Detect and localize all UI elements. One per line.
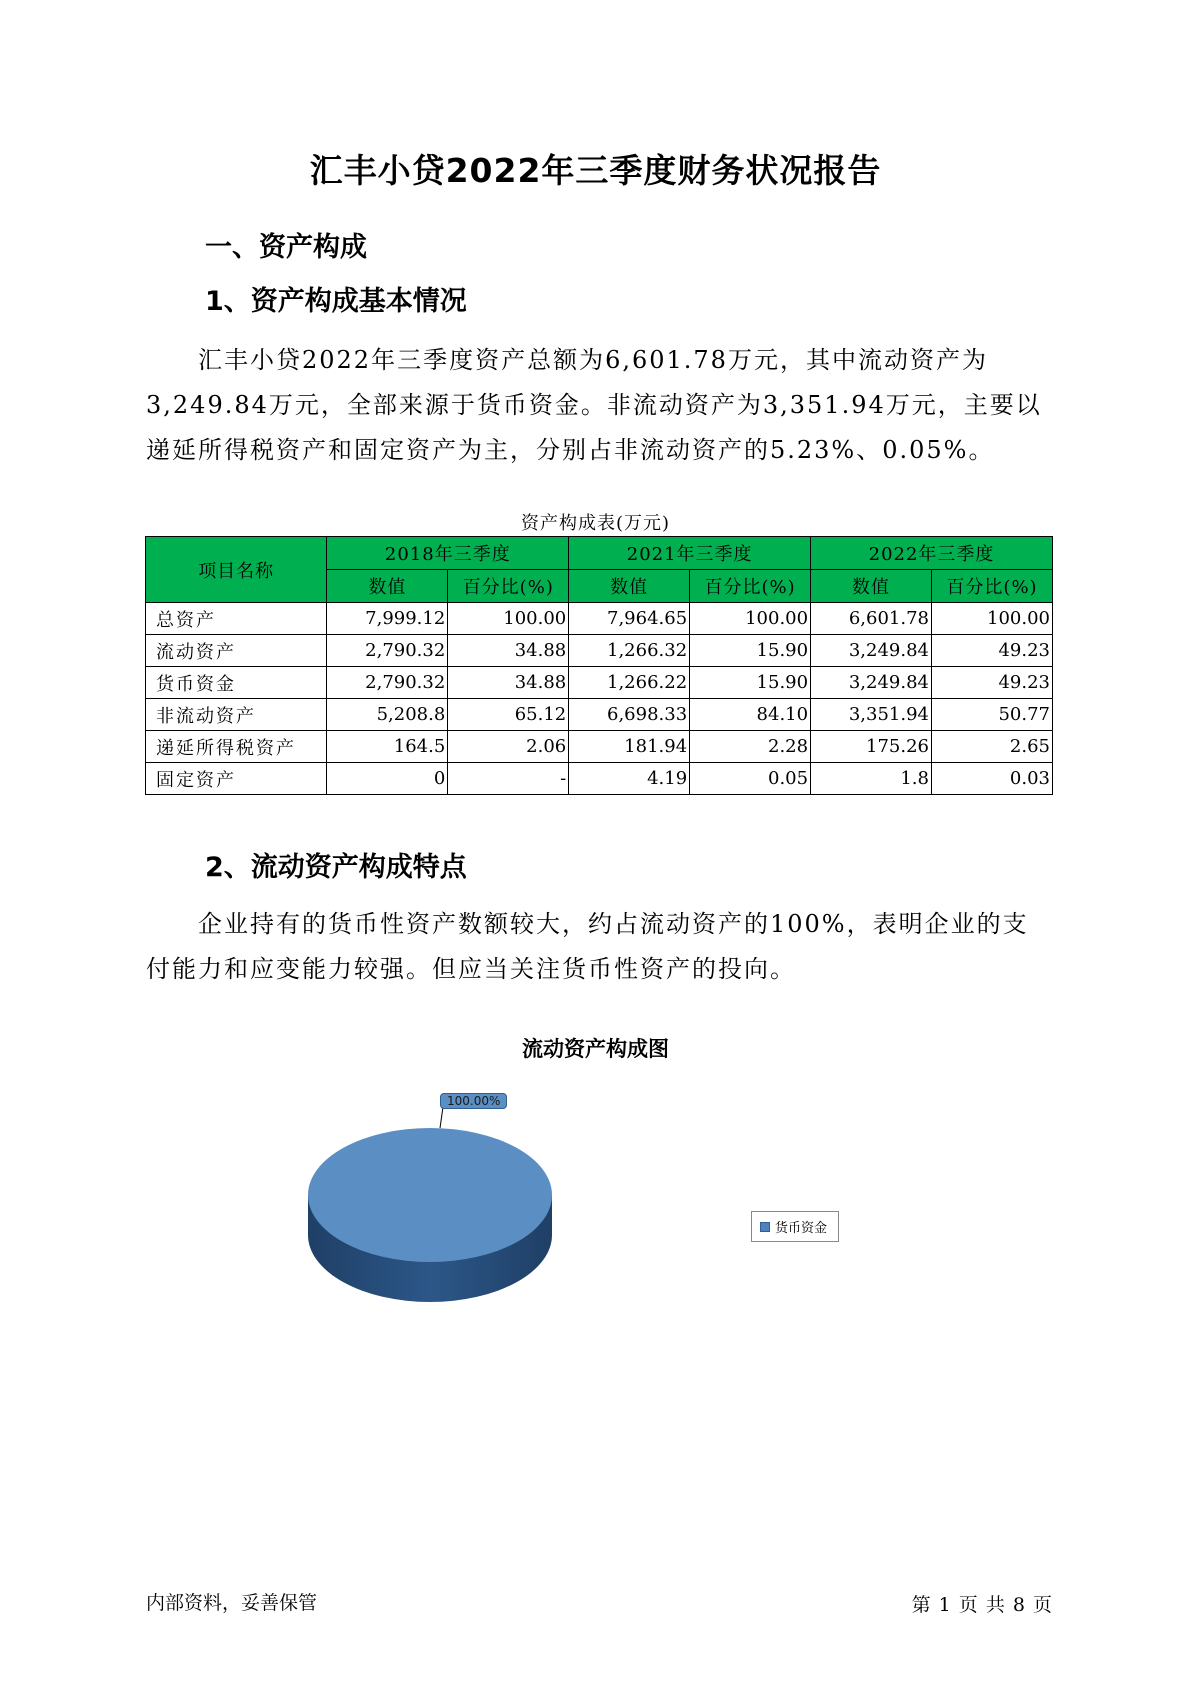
row-label: 递延所得税资产	[146, 731, 327, 763]
table-caption: 资产构成表(万元)	[520, 513, 671, 534]
header-period-2018: 2018年三季度	[327, 537, 569, 570]
header-percent: 百分比(%)	[932, 570, 1053, 603]
footer-confidential: 内部资料，妥善保管	[146, 1592, 318, 1614]
table-cell: 49.23	[932, 635, 1053, 667]
table-cell: 65.12	[448, 699, 569, 731]
table-cell: 3,249.84	[811, 667, 932, 699]
table-cell: 84.10	[690, 699, 811, 731]
header-item-name: 项目名称	[146, 537, 327, 603]
table-cell: 100.00	[690, 603, 811, 635]
table-cell: 49.23	[932, 667, 1053, 699]
header-value: 数值	[327, 570, 448, 603]
table-cell: 100.00	[932, 603, 1053, 635]
table-cell: 100.00	[448, 603, 569, 635]
table-cell: 2.06	[448, 731, 569, 763]
table-cell: 3,351.94	[811, 699, 932, 731]
header-percent: 百分比(%)	[448, 570, 569, 603]
table-cell: 5,208.8	[327, 699, 448, 731]
page-title: 汇丰小贷2022年三季度财务状况报告	[309, 151, 882, 190]
legend-swatch	[760, 1222, 770, 1232]
table-cell: 3,249.84	[811, 635, 932, 667]
header-value: 数值	[569, 570, 690, 603]
row-label: 流动资产	[146, 635, 327, 667]
chart-title: 流动资产构成图	[522, 1037, 669, 1061]
table-cell: 7,999.12	[327, 603, 448, 635]
table-row	[146, 603, 1053, 635]
table-cell: 1,266.32	[569, 635, 690, 667]
paragraph-asset-summary: 汇丰小贷2022年三季度资产总额为6,601.78万元，其中流动资产为3,249.84万元，全部来源于货币资金。非流动资产为3,351.94万元，主要以递延所得税资产和固定资产为主，分别占非流动资产的5.23%、0.05%。	[146, 346, 1042, 464]
row-label: 货币资金	[146, 667, 327, 699]
table-cell: 0	[327, 763, 448, 795]
table-row	[146, 635, 1053, 667]
table-cell: 1.8	[811, 763, 932, 795]
table-cell: 6,698.33	[569, 699, 690, 731]
table-cell: 0.03	[932, 763, 1053, 795]
row-label: 非流动资产	[146, 699, 327, 731]
pie-chart	[300, 1085, 560, 1325]
table-cell: 15.90	[690, 667, 811, 699]
table-cell: 34.88	[448, 667, 569, 699]
pie-data-label: 100.00%	[440, 1093, 507, 1109]
table-row	[146, 731, 1053, 763]
table-row	[146, 667, 1053, 699]
header-period-2021: 2021年三季度	[569, 537, 811, 570]
table-cell: 2,790.32	[327, 635, 448, 667]
header-period-2022: 2022年三季度	[811, 537, 1053, 570]
table-row	[146, 699, 1053, 731]
table-cell: 50.77	[932, 699, 1053, 731]
table-cell: 4.19	[569, 763, 690, 795]
row-label: 固定资产	[146, 763, 327, 795]
pie-label-leader	[440, 1107, 443, 1128]
chart-legend	[751, 1211, 839, 1242]
legend-label: 货币资金	[775, 1221, 828, 1236]
table-cell: 175.26	[811, 731, 932, 763]
section-heading-assets: 一、资产构成	[205, 232, 367, 263]
asset-table	[145, 536, 1053, 795]
table-cell: 164.5	[327, 731, 448, 763]
page-number: 第 1 页 共 8 页	[911, 1594, 1053, 1616]
table-cell: -	[448, 763, 569, 795]
subsection-heading-current-assets: 2、流动资产构成特点	[205, 852, 467, 883]
table-cell: 2.28	[690, 731, 811, 763]
table-cell: 34.88	[448, 635, 569, 667]
row-label: 总资产	[146, 603, 327, 635]
table-cell: 2.65	[932, 731, 1053, 763]
pie-slice-currency-funds	[308, 1128, 552, 1262]
table-cell: 2,790.32	[327, 667, 448, 699]
subsection-heading-basic: 1、资产构成基本情况	[205, 286, 467, 317]
table-row	[146, 763, 1053, 795]
table-cell: 15.90	[690, 635, 811, 667]
paragraph-current-assets: 企业持有的货币性资产数额较大，约占流动资产的100%，表明企业的支付能力和应变能力较强。但应当关注货币性资产的投向。	[146, 910, 1029, 983]
table-cell: 181.94	[569, 731, 690, 763]
header-value: 数值	[811, 570, 932, 603]
table-cell: 7,964.65	[569, 603, 690, 635]
header-percent: 百分比(%)	[690, 570, 811, 603]
table-cell: 0.05	[690, 763, 811, 795]
table-cell: 6,601.78	[811, 603, 932, 635]
table-cell: 1,266.22	[569, 667, 690, 699]
